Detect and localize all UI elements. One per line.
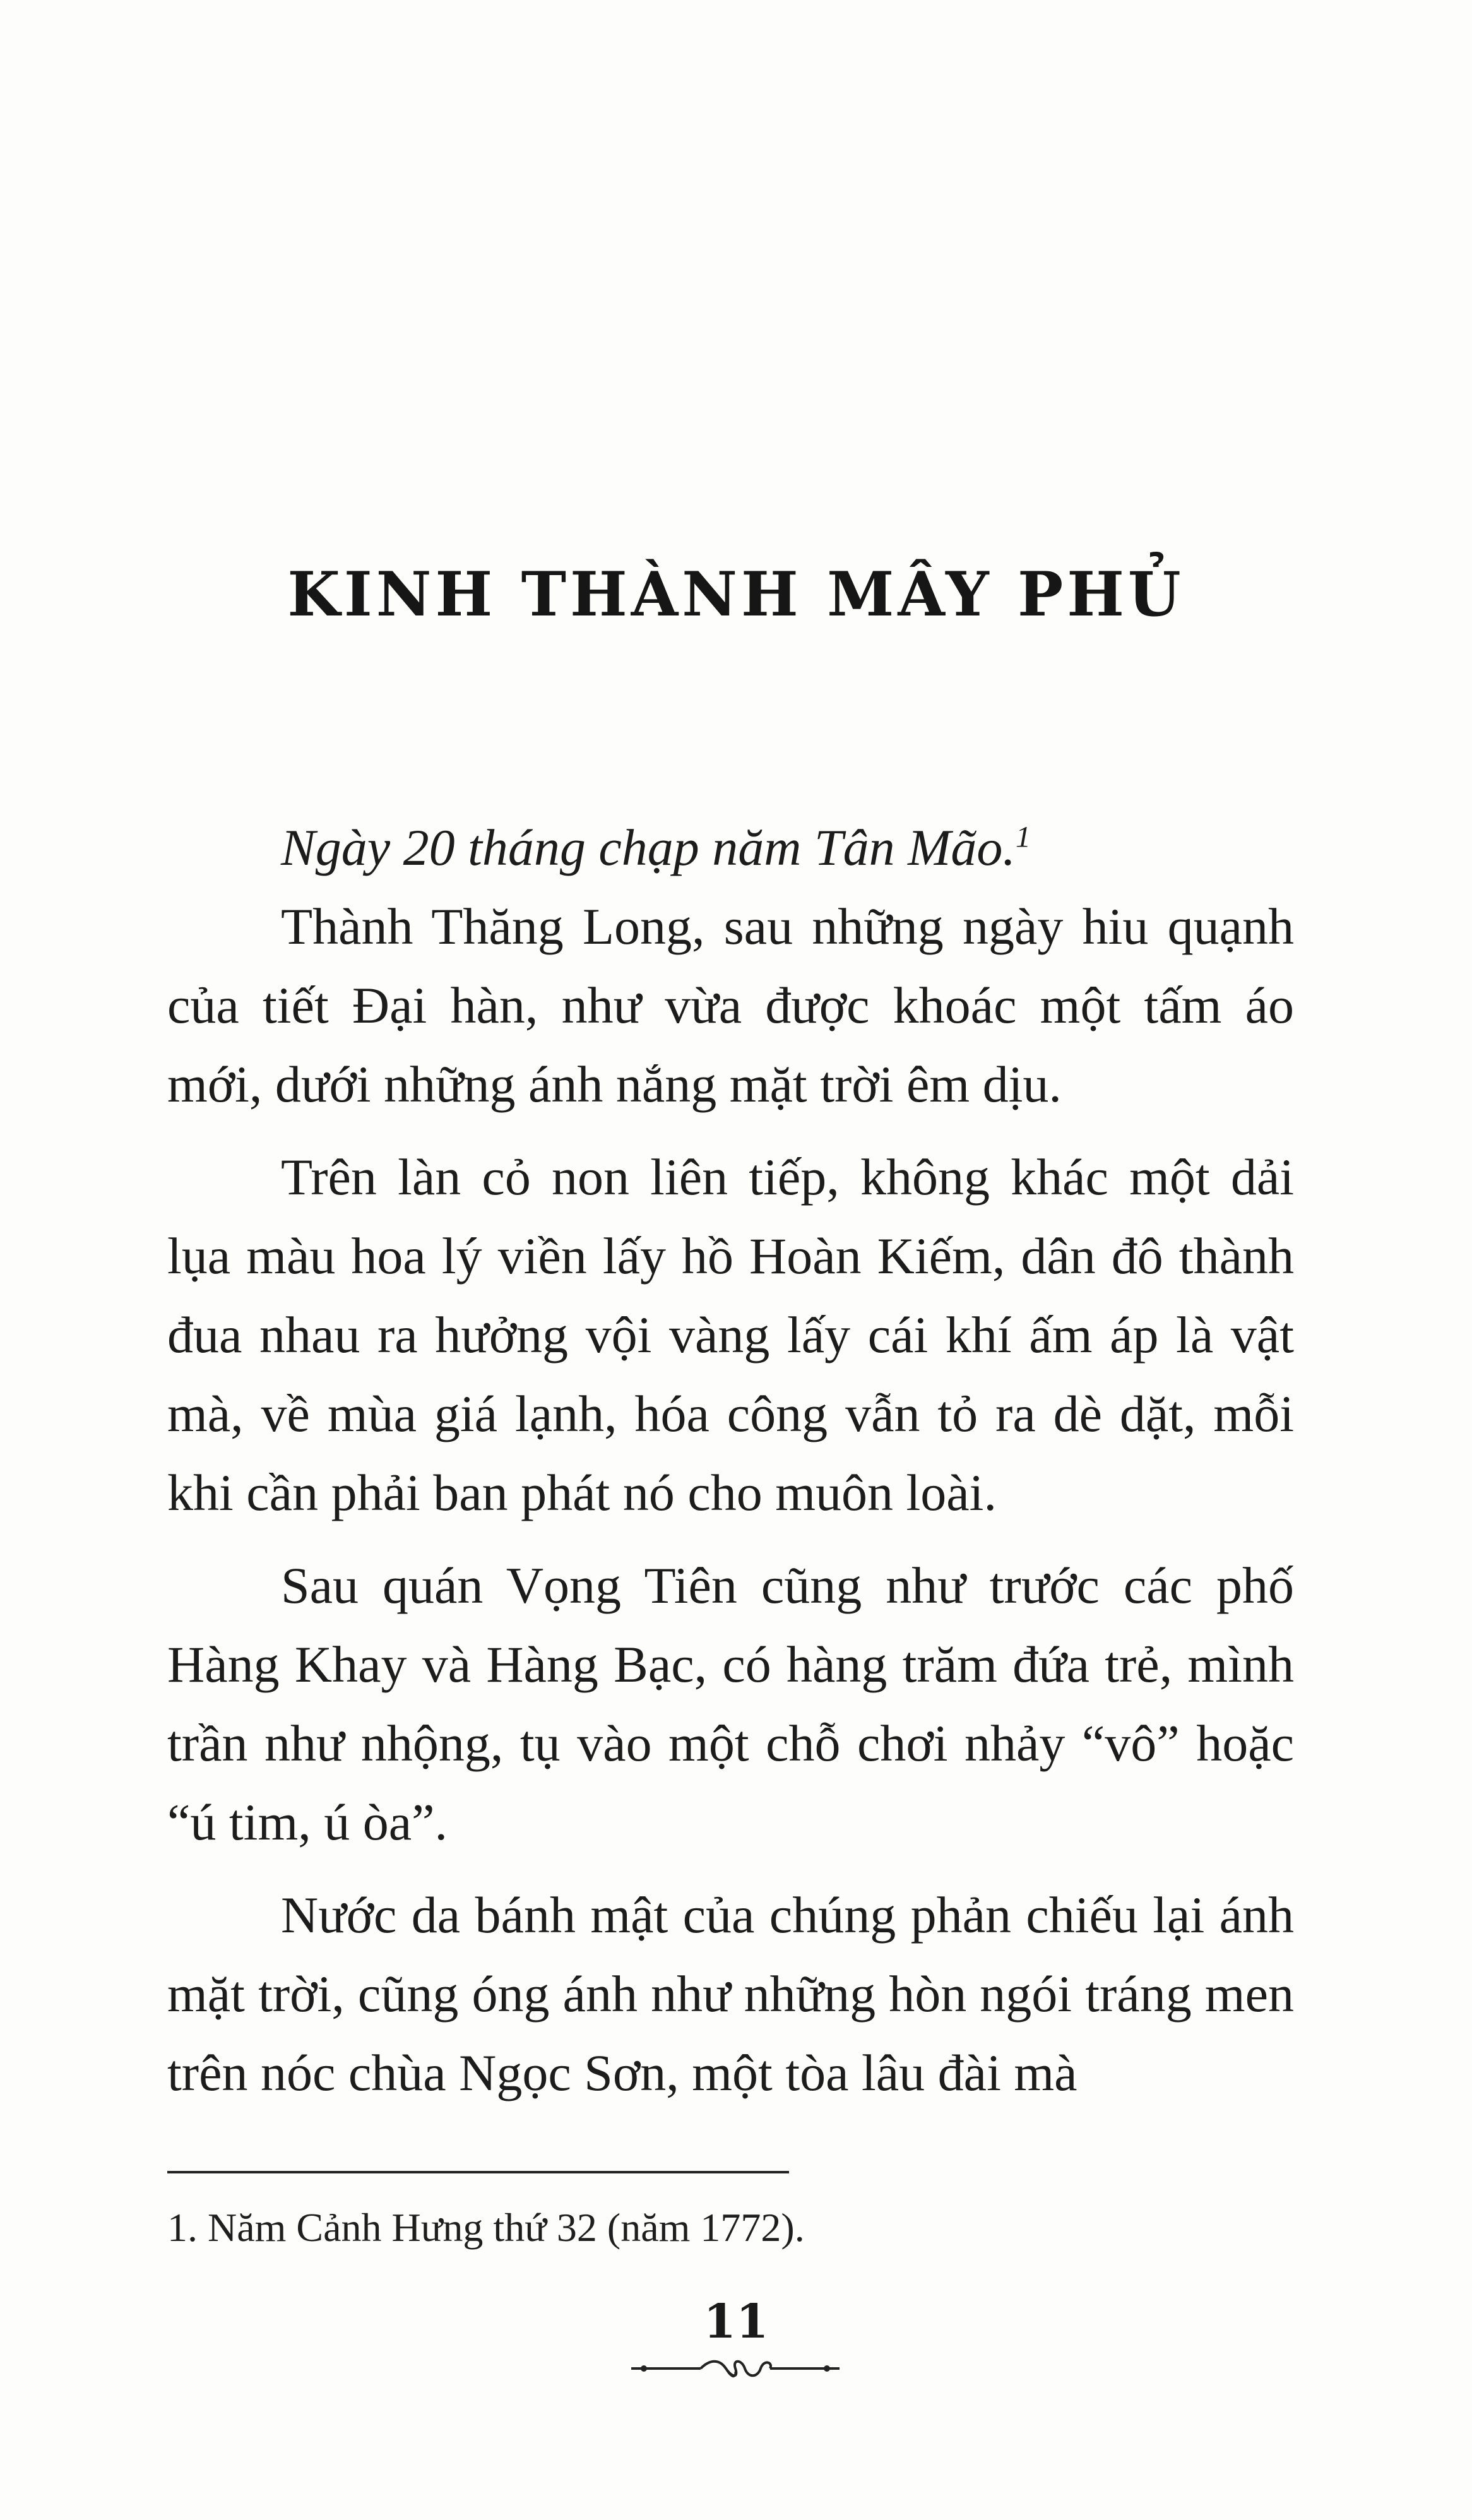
footnote-divider xyxy=(167,2171,789,2173)
footnote-marker: 1 xyxy=(1015,820,1031,854)
page-number: 11 xyxy=(703,2295,769,2349)
date-line-text: Ngày 20 tháng chạp năm Tân Mão. xyxy=(281,819,1016,876)
paragraph-2: Trên làn cỏ non liên tiếp, không khác một dải lụa màu hoa lý viền lấy hồ Hoàn Kiếm, dân đô thành đua nhau ra hưởng vội vàng lấy cái khí ấm áp là vật mà, về mùa giá lạnh, hóa công vẫn tỏ ra dè dặt, mỗi khi cần phải ban phát nó cho muôn loài. xyxy=(167,1148,1294,1521)
body-text xyxy=(167,808,1294,2112)
chapter-title: KINH THÀNH MÂY PHỦ xyxy=(287,559,1185,630)
paragraph-1: Thành Thăng Long, sau những ngày hiu quạnh của tiết Đại hàn, như vừa được khoác một tấm áo mới, dưới những ánh nắng mặt trời êm dịu. xyxy=(167,898,1294,1113)
paragraph-4: Nước da bánh mật của chúng phản chiếu lại ánh mặt trời, cũng óng ánh như những hòn ngói tráng men trên nóc chùa Ngọc Sơn, một tòa lâu đài mà xyxy=(167,1886,1294,2101)
footnote: 1. Năm Cảnh Hưng thứ 32 (năm 1772). xyxy=(167,2205,805,2250)
paragraph-3: Sau quán Vọng Tiên cũng như trước các phố Hàng Khay và Hàng Bạc, có hàng trăm đứa trẻ, mình trần như nhộng, tụ vào một chỗ chơi nhảy “vô” hoặc “ú tim, ú òa”. xyxy=(167,1557,1294,1851)
page-ornament-icon xyxy=(625,2356,846,2381)
date-line xyxy=(167,808,1294,887)
